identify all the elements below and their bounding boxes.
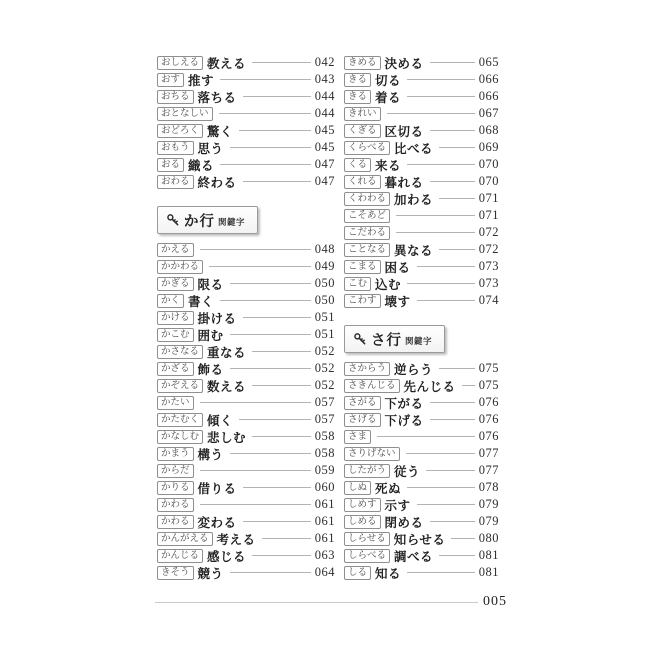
entry-kana-box: しめす bbox=[344, 498, 381, 512]
entry-kana-box: くらべる bbox=[344, 141, 390, 155]
entry-page-number: 080 bbox=[478, 531, 499, 545]
entry-page-number: 052 bbox=[314, 344, 335, 358]
entry-page-number: 042 bbox=[314, 55, 335, 69]
dot-leader bbox=[230, 453, 311, 454]
entry-kanji: 閉める bbox=[384, 515, 424, 530]
section-header bbox=[157, 206, 258, 234]
dot-leader bbox=[262, 538, 311, 539]
toc-entry bbox=[157, 428, 335, 445]
entry-kana-box: しらべる bbox=[344, 549, 390, 563]
entry-page-number: 081 bbox=[478, 548, 499, 562]
toc-entry bbox=[344, 156, 499, 173]
footer-page-number: 005 bbox=[483, 594, 507, 609]
entry-kanji: 重なる bbox=[207, 345, 247, 360]
entry-page-number: 048 bbox=[314, 242, 335, 256]
dot-leader bbox=[396, 232, 475, 233]
entry-kana-box: かたい bbox=[157, 396, 194, 410]
toc-entry bbox=[157, 275, 335, 292]
entry-page-number: 070 bbox=[478, 157, 499, 171]
entry-kana-box: きそう bbox=[157, 566, 194, 580]
entry-kanji: 来る bbox=[375, 158, 402, 173]
dot-leader bbox=[243, 521, 311, 522]
entry-page-number: 076 bbox=[478, 395, 499, 409]
entry-page-number: 050 bbox=[314, 276, 335, 290]
toc-entry bbox=[344, 292, 499, 309]
entry-kana-box: さげる bbox=[344, 413, 381, 427]
toc-entry bbox=[157, 547, 335, 564]
toc-entry bbox=[344, 122, 499, 139]
dot-leader bbox=[230, 334, 311, 335]
dot-leader bbox=[430, 521, 475, 522]
entry-kana-box: こむ bbox=[344, 277, 371, 291]
entry-kanji: 加わる bbox=[394, 192, 434, 207]
toc-entry bbox=[344, 360, 499, 377]
entry-kanji: 落ちる bbox=[197, 90, 237, 105]
entry-kana-box: さま bbox=[344, 430, 371, 444]
dot-leader bbox=[417, 504, 475, 505]
entry-kanji: 壊す bbox=[384, 294, 411, 309]
entry-page-number: 059 bbox=[314, 463, 335, 477]
entry-kanji: 切る bbox=[375, 73, 402, 88]
entry-kanji: 暮れる bbox=[384, 175, 424, 190]
dot-leader bbox=[220, 300, 311, 301]
entry-kana-box: かまう bbox=[157, 447, 194, 461]
entry-page-number: 051 bbox=[314, 310, 335, 324]
entry-page-number: 078 bbox=[478, 480, 499, 494]
dot-leader bbox=[387, 113, 475, 114]
dot-leader bbox=[396, 215, 475, 216]
entry-page-number: 069 bbox=[478, 140, 499, 154]
entry-page-number: 075 bbox=[478, 378, 499, 392]
toc-entry bbox=[344, 530, 499, 547]
dot-leader bbox=[219, 113, 311, 114]
entry-page-number: 045 bbox=[314, 123, 335, 137]
dot-leader bbox=[239, 130, 311, 131]
entry-page-number: 079 bbox=[478, 497, 499, 511]
dot-leader bbox=[407, 79, 475, 80]
entry-kana-box: かわる bbox=[157, 515, 194, 529]
entry-page-number: 081 bbox=[478, 565, 499, 579]
entry-page-number: 073 bbox=[478, 276, 499, 290]
entry-kana-box: かぎる bbox=[157, 277, 194, 291]
dot-leader bbox=[243, 181, 311, 182]
entry-kana-box: しらせる bbox=[344, 532, 390, 546]
dot-leader bbox=[407, 96, 475, 97]
entry-kanji: 困る bbox=[384, 260, 411, 275]
entry-kanji: 傾く bbox=[207, 413, 234, 428]
entry-kanji: 逆らう bbox=[394, 362, 434, 377]
entry-page-number: 077 bbox=[478, 446, 499, 460]
toc-entry bbox=[344, 173, 499, 190]
toc-entry bbox=[157, 326, 335, 343]
entry-kanji: 囲む bbox=[197, 328, 224, 343]
toc-entry bbox=[157, 173, 335, 190]
entry-kanji: 悲しむ bbox=[207, 430, 247, 445]
entry-kana-box: くれる bbox=[344, 175, 381, 189]
dot-leader bbox=[220, 79, 311, 80]
toc-entry bbox=[157, 513, 335, 530]
dot-leader bbox=[200, 402, 311, 403]
entry-kanji: 教える bbox=[207, 56, 247, 71]
entry-kanji: 従う bbox=[394, 464, 421, 479]
dot-leader bbox=[451, 538, 474, 539]
entry-page-number: 045 bbox=[314, 140, 335, 154]
toc-entry bbox=[157, 71, 335, 88]
toc-entry bbox=[344, 496, 499, 513]
toc-entry bbox=[344, 547, 499, 564]
entry-page-number: 061 bbox=[314, 531, 335, 545]
entry-kanji: 示す bbox=[384, 498, 411, 513]
dot-leader bbox=[230, 368, 311, 369]
dot-leader bbox=[430, 419, 475, 420]
entry-kana-box: くわわる bbox=[344, 192, 390, 206]
toc-entry bbox=[157, 462, 335, 479]
toc-entry bbox=[157, 258, 335, 275]
toc-entry bbox=[157, 122, 335, 139]
left-column bbox=[157, 54, 335, 581]
entry-kanji: 書く bbox=[188, 294, 215, 309]
entry-page-number: 073 bbox=[478, 259, 499, 273]
entry-kana-box: さがる bbox=[344, 396, 381, 410]
dot-leader bbox=[439, 368, 475, 369]
dot-leader bbox=[417, 300, 475, 301]
entry-kana-box: かぞえる bbox=[157, 379, 203, 393]
entry-kana-box: こまる bbox=[344, 260, 381, 274]
footer bbox=[155, 594, 507, 610]
entry-page-number: 044 bbox=[314, 106, 335, 120]
dot-leader bbox=[407, 164, 475, 165]
entry-kana-box: しる bbox=[344, 566, 371, 580]
entry-kanji: 構う bbox=[197, 447, 224, 462]
entry-kanji: 織る bbox=[188, 158, 215, 173]
dot-leader bbox=[252, 436, 311, 437]
dot-leader bbox=[407, 283, 475, 284]
entry-kana-box: きめる bbox=[344, 56, 381, 70]
entry-kanji: 調べる bbox=[394, 549, 434, 564]
entry-page-number: 043 bbox=[314, 72, 335, 86]
entry-page-number: 050 bbox=[314, 293, 335, 307]
entry-kanji: 下げる bbox=[384, 413, 424, 428]
dot-leader bbox=[200, 504, 311, 505]
toc-entry bbox=[344, 54, 499, 71]
entry-page-number: 060 bbox=[314, 480, 335, 494]
entry-page-number: 061 bbox=[314, 514, 335, 528]
toc-entry bbox=[157, 105, 335, 122]
toc-entry bbox=[157, 411, 335, 428]
toc-entry bbox=[157, 309, 335, 326]
toc-entry bbox=[344, 513, 499, 530]
entry-page-number: 058 bbox=[314, 429, 335, 443]
toc-entry bbox=[157, 88, 335, 105]
entry-page-number: 052 bbox=[314, 361, 335, 375]
entry-page-number: 058 bbox=[314, 446, 335, 460]
entry-kanji: 異なる bbox=[394, 243, 434, 258]
dot-leader bbox=[252, 555, 311, 556]
section-title: か行 bbox=[184, 213, 215, 230]
entry-kanji: 終わる bbox=[197, 175, 237, 190]
right-column bbox=[344, 54, 499, 581]
footer-rule bbox=[155, 602, 478, 603]
toc-entry bbox=[157, 377, 335, 394]
entry-kanji: 決める bbox=[384, 56, 424, 71]
dot-leader bbox=[406, 453, 475, 454]
entry-kana-box: おとなしい bbox=[157, 107, 213, 121]
dot-leader bbox=[252, 62, 311, 63]
toc-entry bbox=[157, 292, 335, 309]
dot-leader bbox=[252, 351, 311, 352]
entry-kanji: 先んじる bbox=[403, 379, 456, 394]
entry-kana-box: こそあど bbox=[344, 209, 390, 223]
entry-kana-box: しぬ bbox=[344, 481, 371, 495]
dot-leader bbox=[243, 96, 311, 97]
dot-leader bbox=[200, 470, 311, 471]
entry-kanji: 知る bbox=[375, 566, 402, 581]
toc-entry bbox=[344, 462, 499, 479]
entry-page-number: 079 bbox=[478, 514, 499, 528]
entry-page-number: 076 bbox=[478, 429, 499, 443]
entry-kanji: 区切る bbox=[384, 124, 424, 139]
entry-kana-box: かざる bbox=[157, 362, 194, 376]
entry-page-number: 047 bbox=[314, 157, 335, 171]
toc-entry bbox=[344, 258, 499, 275]
entry-kana-box: からだ bbox=[157, 464, 194, 478]
dot-leader bbox=[430, 130, 475, 131]
toc-entry bbox=[157, 530, 335, 547]
entry-kana-box: かける bbox=[157, 311, 194, 325]
dot-leader bbox=[439, 147, 475, 148]
entry-kana-box: こわす bbox=[344, 294, 381, 308]
dot-leader bbox=[430, 402, 475, 403]
entry-kana-box: かえる bbox=[157, 243, 194, 257]
dot-leader bbox=[439, 249, 475, 250]
entry-page-number: 075 bbox=[478, 361, 499, 375]
entry-kanji: 競う bbox=[197, 566, 224, 581]
toc-entry bbox=[157, 241, 335, 258]
entry-kana-box: くぎる bbox=[344, 124, 381, 138]
toc-entry bbox=[157, 156, 335, 173]
dot-leader bbox=[239, 419, 311, 420]
toc-entry bbox=[344, 224, 499, 241]
entry-page-number: 044 bbox=[314, 89, 335, 103]
entry-kanji: 推す bbox=[188, 73, 215, 88]
toc-entry bbox=[344, 564, 499, 581]
entry-page-number: 067 bbox=[478, 106, 499, 120]
toc-entry bbox=[344, 105, 499, 122]
entry-page-number: 052 bbox=[314, 378, 335, 392]
entry-kana-box: かんじる bbox=[157, 549, 203, 563]
toc-entry bbox=[344, 71, 499, 88]
entry-kanji: 死ぬ bbox=[375, 481, 402, 496]
dot-leader bbox=[407, 487, 475, 488]
dot-leader bbox=[220, 164, 311, 165]
toc-entry bbox=[344, 394, 499, 411]
entry-kana-box: かわる bbox=[157, 498, 194, 512]
toc-entry bbox=[344, 190, 499, 207]
entry-kana-box: くる bbox=[344, 158, 371, 172]
toc-entry bbox=[157, 394, 335, 411]
entry-kana-box: ことなる bbox=[344, 243, 390, 257]
entry-page-number: 077 bbox=[478, 463, 499, 477]
entry-page-number: 066 bbox=[478, 72, 499, 86]
entry-kana-box: かかわる bbox=[157, 260, 203, 274]
section-subtitle: 関鍵字 bbox=[405, 335, 433, 346]
dot-leader bbox=[407, 572, 475, 573]
entry-kana-box: こだわる bbox=[344, 226, 390, 240]
entry-kana-box: きる bbox=[344, 73, 371, 87]
entry-kanji: 比べる bbox=[394, 141, 434, 156]
toc-entry bbox=[344, 411, 499, 428]
dot-leader bbox=[200, 249, 311, 250]
entry-kana-box: きる bbox=[344, 90, 371, 104]
entry-kana-box: さからう bbox=[344, 362, 390, 376]
entry-kanji: 感じる bbox=[207, 549, 247, 564]
toc-entry bbox=[157, 496, 335, 513]
toc-entry bbox=[344, 207, 499, 224]
toc-entry bbox=[157, 479, 335, 496]
dot-leader bbox=[243, 317, 311, 318]
toc-entry bbox=[157, 54, 335, 71]
entry-page-number: 057 bbox=[314, 412, 335, 426]
entry-kana-box: おちる bbox=[157, 90, 194, 104]
key-icon bbox=[166, 213, 180, 227]
section-title: さ行 bbox=[371, 332, 402, 349]
entry-kana-box: さりげない bbox=[344, 447, 400, 461]
toc-entry bbox=[157, 445, 335, 462]
entry-page-number: 049 bbox=[314, 259, 335, 273]
entry-kanji: 掛ける bbox=[197, 311, 237, 326]
entry-kanji: 借りる bbox=[197, 481, 237, 496]
entry-page-number: 065 bbox=[478, 55, 499, 69]
entry-page-number: 072 bbox=[478, 242, 499, 256]
entry-kanji: 思う bbox=[197, 141, 224, 156]
toc-entry bbox=[344, 479, 499, 496]
entry-kana-box: かたむく bbox=[157, 413, 203, 427]
entry-kana-box: かさなる bbox=[157, 345, 203, 359]
entry-kana-box: さきんじる bbox=[344, 379, 400, 393]
entry-kana-box: かりる bbox=[157, 481, 194, 495]
entry-page-number: 070 bbox=[478, 174, 499, 188]
toc-entry bbox=[344, 241, 499, 258]
entry-kanji: 飾る bbox=[197, 362, 224, 377]
dot-leader bbox=[430, 181, 475, 182]
dot-leader bbox=[439, 555, 475, 556]
entry-page-number: 071 bbox=[478, 191, 499, 205]
section-subtitle: 関鍵字 bbox=[218, 216, 246, 227]
entry-kana-box: おす bbox=[157, 73, 184, 87]
entry-kana-box: おしえる bbox=[157, 56, 203, 70]
toc-entry bbox=[157, 360, 335, 377]
entry-page-number: 071 bbox=[478, 208, 499, 222]
entry-kana-box: しめる bbox=[344, 515, 381, 529]
entry-page-number: 057 bbox=[314, 395, 335, 409]
entry-page-number: 051 bbox=[314, 327, 335, 341]
dot-leader bbox=[209, 266, 311, 267]
entry-kana-box: おる bbox=[157, 158, 184, 172]
entry-page-number: 072 bbox=[478, 225, 499, 239]
entry-kana-box: おわる bbox=[157, 175, 194, 189]
toc-entry bbox=[157, 564, 335, 581]
entry-page-number: 074 bbox=[478, 293, 499, 307]
dot-leader bbox=[230, 147, 311, 148]
entry-kanji: 変わる bbox=[197, 515, 237, 530]
dot-leader bbox=[230, 283, 311, 284]
entry-kanji: 驚く bbox=[207, 124, 234, 139]
entry-page-number: 064 bbox=[314, 565, 335, 579]
toc-entry bbox=[344, 377, 499, 394]
entry-kanji: 数える bbox=[207, 379, 247, 394]
entry-kana-box: かなしむ bbox=[157, 430, 203, 444]
entry-kanji: 下がる bbox=[384, 396, 424, 411]
entry-page-number: 061 bbox=[314, 497, 335, 511]
entry-kana-box: かく bbox=[157, 294, 184, 308]
dot-leader bbox=[417, 266, 475, 267]
dot-leader bbox=[243, 487, 311, 488]
entry-page-number: 076 bbox=[478, 412, 499, 426]
entry-page-number: 063 bbox=[314, 548, 335, 562]
toc-entry bbox=[344, 275, 499, 292]
dot-leader bbox=[462, 385, 475, 386]
toc-entry bbox=[344, 445, 499, 462]
toc-entry bbox=[157, 139, 335, 156]
entry-kanji: 考える bbox=[216, 532, 256, 547]
dot-leader bbox=[430, 62, 475, 63]
section-header bbox=[344, 325, 445, 353]
entry-kana-box: かこむ bbox=[157, 328, 194, 342]
entry-kanji: 知らせる bbox=[393, 532, 446, 547]
entry-kana-box: おもう bbox=[157, 141, 194, 155]
entry-kanji: 限る bbox=[197, 277, 224, 292]
entry-kanji: 込む bbox=[375, 277, 402, 292]
toc-entry bbox=[344, 139, 499, 156]
toc-entry bbox=[157, 343, 335, 360]
dot-leader bbox=[252, 385, 311, 386]
entry-kana-box: おどろく bbox=[157, 124, 203, 138]
dot-leader bbox=[426, 470, 475, 471]
key-icon bbox=[353, 332, 367, 346]
dot-leader bbox=[230, 572, 311, 573]
entry-kana-box: したがう bbox=[344, 464, 390, 478]
entry-page-number: 068 bbox=[478, 123, 499, 137]
toc-entry bbox=[344, 428, 499, 445]
entry-kana-box: かんがえる bbox=[157, 532, 213, 546]
toc-entry bbox=[344, 88, 499, 105]
entry-page-number: 066 bbox=[478, 89, 499, 103]
dot-leader bbox=[377, 436, 475, 437]
entry-kanji: 着る bbox=[375, 90, 402, 105]
entry-page-number: 047 bbox=[314, 174, 335, 188]
entry-kana-box: きれい bbox=[344, 107, 381, 121]
dot-leader bbox=[439, 198, 475, 199]
